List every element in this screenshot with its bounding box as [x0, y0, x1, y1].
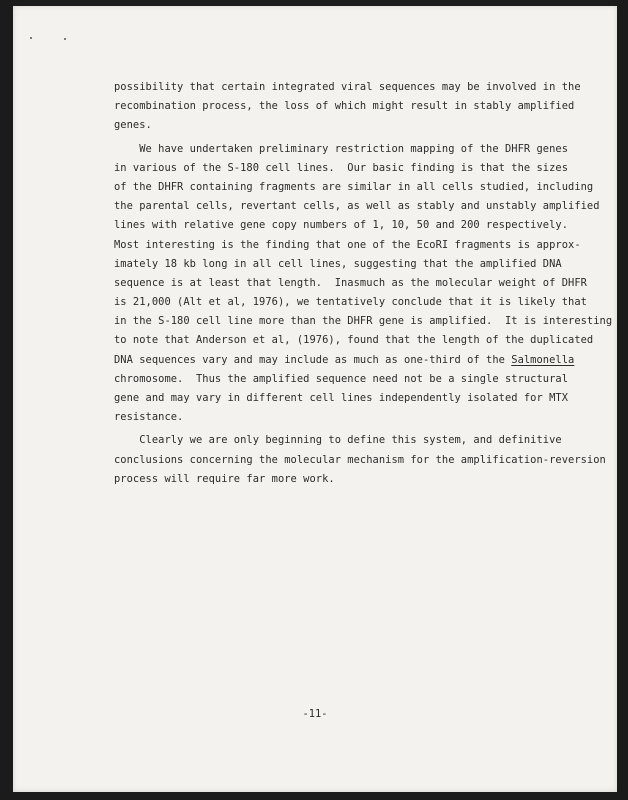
text-line [114, 370, 594, 389]
text-line [114, 470, 594, 489]
paper-sheet [13, 6, 617, 792]
line-text: in the S-180 cell line more than the DHFR gene is amplified. It is interesting [114, 315, 613, 328]
text-line [114, 351, 594, 370]
line-text: resistance. [114, 411, 184, 424]
text-line [114, 159, 594, 178]
line-text: conclusions concerning the molecular mechanism for the amplification-reversion [114, 453, 606, 466]
text-line [114, 255, 594, 274]
paragraph [114, 431, 606, 489]
scan-speck [30, 37, 32, 39]
line-text: imately 18 kb long in all cell lines, suggesting that the amplified DNA [114, 257, 562, 270]
line-text: recombination process, the loss of which might result in stably amplified [114, 100, 575, 113]
line-text: DNA sequences vary and may include as much as one-third of the [114, 353, 512, 366]
line-text: sequence is at least that length. Inasmuch as the molecular weight of DHFR [114, 276, 587, 289]
page-number: -11- [302, 708, 328, 720]
underlined-term: Salmonella [511, 353, 575, 366]
text-line [114, 197, 600, 216]
line-text: We have undertaken preliminary restriction mapping of the DHFR genes [114, 142, 569, 155]
text-line [114, 78, 594, 97]
line-text: Clearly we are only beginning to define this system, and definitive [114, 434, 562, 447]
line-text: genes. [114, 119, 152, 132]
text-line [114, 331, 594, 350]
text-line [114, 312, 613, 331]
paragraph [114, 140, 613, 428]
paragraph [114, 78, 594, 136]
line-text: in various of the S-180 cell lines. Our basic finding is that the sizes [114, 161, 569, 174]
line-text: gene and may vary in different cell lines independently isolated for MTX [114, 392, 569, 404]
text-line [114, 216, 594, 235]
text-line [114, 116, 594, 135]
text-line [114, 293, 594, 312]
text-line [114, 389, 594, 408]
text-line [114, 408, 594, 427]
text-line [114, 140, 594, 159]
text-line [114, 451, 606, 470]
line-text: Most interesting is the finding that one of the EcoRI fragments is approx- [114, 238, 581, 251]
line-text: the parental cells, revertant cells, as well as stably and unstably amplified [114, 200, 600, 213]
line-text: possibility that certain integrated viral sequences may be involved in the [114, 81, 581, 93]
line-text: chromosome. Thus the amplified sequence need not be a single structural [114, 372, 569, 385]
line-text: of the DHFR containing fragments are similar in all cells studied, including [114, 180, 594, 193]
text-line [114, 236, 594, 255]
text-line [114, 431, 594, 450]
text-line [114, 97, 594, 116]
line-text: to note that Anderson et al, (1976), found that the length of the duplicated [114, 334, 594, 347]
line-text: lines with relative gene copy numbers of 1, 10, 50 and 200 respectively. [114, 219, 569, 232]
text-line [114, 178, 594, 197]
text-line [114, 274, 594, 293]
scan-speck [64, 38, 66, 40]
line-text: process will require far more work. [114, 472, 335, 485]
line-text: is 21,000 (Alt et al, 1976), we tentatively conclude that it is likely that [114, 296, 587, 309]
body-text [114, 78, 613, 489]
